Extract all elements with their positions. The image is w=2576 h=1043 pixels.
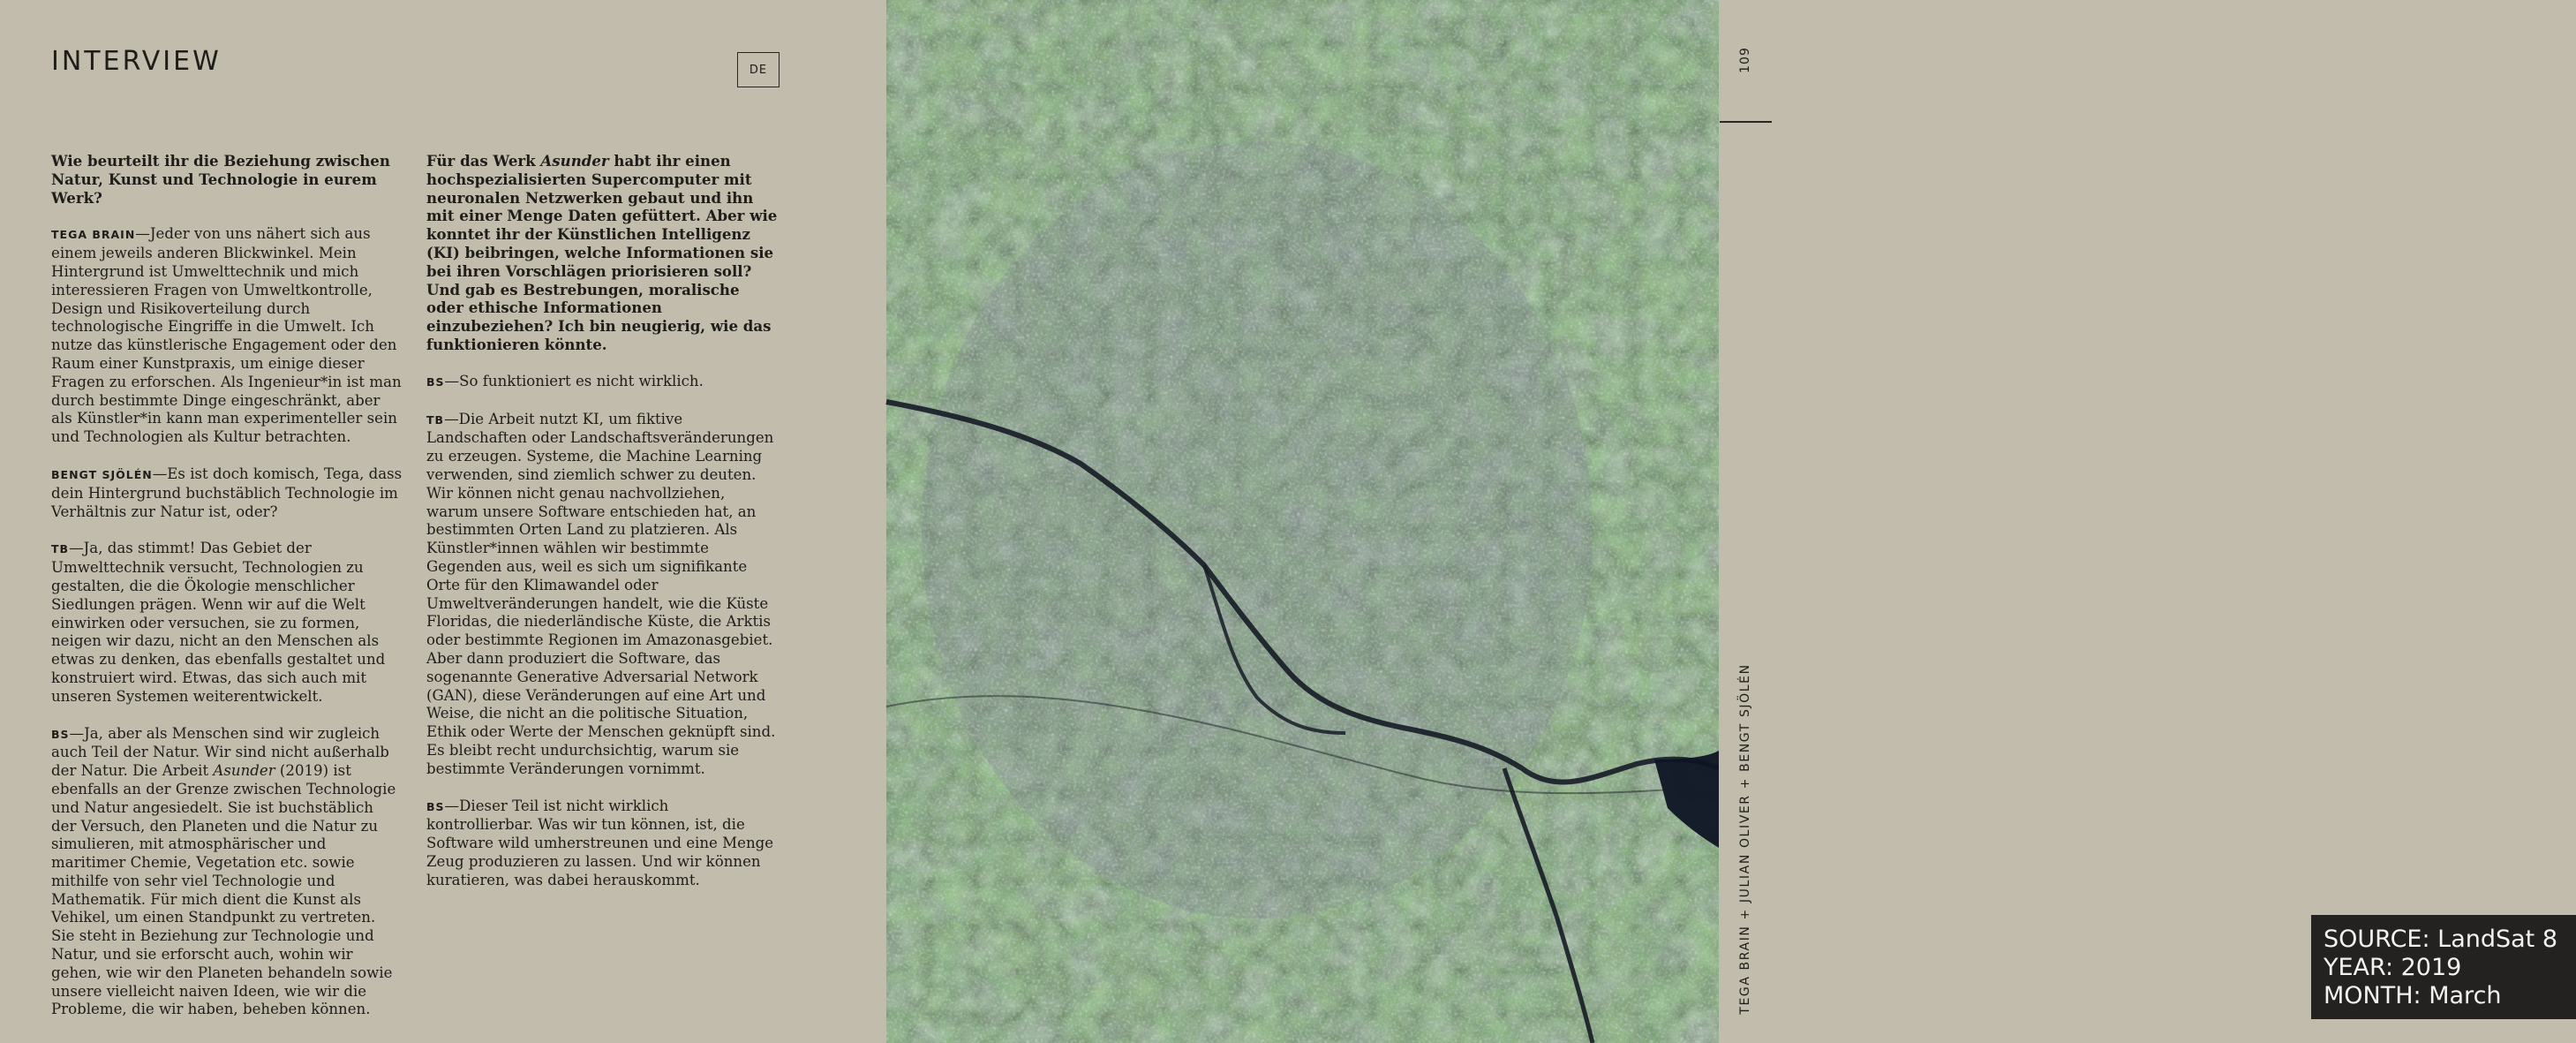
answer-tega-brain [51,225,403,447]
dash: — [444,372,460,389]
text-column-left [51,152,403,1038]
image-caption [2311,915,2576,1019]
dash: — [69,724,85,742]
header-title: INTERVIEW [51,46,222,77]
caption-month: MONTH: March [2324,982,2502,1009]
speaker-label: BS [426,799,445,813]
answer-text: Dieser Teil ist nicht wirklich kontrollierbar. Was wir tun können, ist, die Software wild umherstreunen und eine Menge Zeug produzieren zu lassen. Und wir können kuratieren, was dabei herauskommt. [426,797,774,888]
question-2 [426,152,780,354]
speaker-label: TEGA BRAIN [51,228,136,242]
divider-rule [1720,121,1772,123]
artwork-title: Asunder [540,152,609,170]
answer-text: Jeder von uns nähert sich aus einem jeweils anderen Blickwinkel. Mein Hintergrund ist Umwelttechnik und mich interessieren Fragen von Umweltkontrolle, Design und Risikoverteilung durch technologische Eingriffe in die Umwelt. Ich nutze das künstlerische Engagement oder den Raum einer Kunstpraxis, um einige dieser Fragen zu erforschen. Als Ingenieur*in ist man durch bestimmte Dinge eingeschränkt, aber als Künstler*in kann man experimenteller sein und Technologien als Kultur betrachten. [51,225,402,446]
running-authors: TEGA BRAIN + JULIAN OLIVER + BENGT SJÖLÉN [1738,663,1752,1015]
dash: — [444,797,460,814]
dash: — [135,225,150,243]
dash: — [444,410,459,427]
caption-source: SOURCE: LandSat 8 [2324,926,2558,953]
language-badge[interactable]: DE [737,52,780,87]
answer-text: (2019) ist ebenfalls an der Grenze zwischen Technologie und Natur angesiedelt. Sie ist buchstäblich der Versuch, den Planeten und die Natur zu simulieren, mit atmosphärischer und maritimer Chemie, Vegetation etc. sowie mithilfe von sehr viel Technologie und Mathematik. Für mich dient die Kunst als Vehikel, um einen Standpunkt zu vertreten. Sie steht in Beziehung zur Technologie und Natur, und sie erforscht auch, wohin wir gehen, wie wir den Planeten behandeln sowie unsere vielleicht naiven Ideen, wie wir die Probleme, die wir haben, beheben können. [51,762,396,1018]
answer-text: Ja, aber als Menschen sind wir zugleich auch Teil der Natur. Wir sind nicht außerhalb der Natur. Die Arbeit [51,724,389,780]
answer-text: So funktioniert es nicht wirklich. [459,372,704,389]
question-text: habt ihr einen hochspezialisierten Supercomputer mit neuronalen Netzwerken gebaut und ihn mit einer Menge Daten gefüttert. Aber wie konntet ihr der Künstlichen Intelligenz (KI) beibringen, welche Informationen sie bei ihren Vorschlägen priorisieren soll? Und gab es Bestrebungen, moralische oder ethische Informationen einzubeziehen? Ich bin neugierig, wie das funktionieren könnte. [426,152,778,353]
text-column-right [426,152,780,908]
answer-text: Die Arbeit nutzt KI, um fiktive Landschaften oder Landschaftsveränderungen zu erzeugen. Systeme, die Machine Learning verwenden, sind ziemlich schwer zu deuten. Wir können nicht genau nachvollziehen, warum unsere Software entschieden hat, an bestimmten Orten Land zu platzieren. Als Künstler*innen wählen wir bestimmte Gegenden aus, weil es sich um signifikante Orte für den Klimawandel oder Umweltveränderungen handelt, wie die Küste Floridas, die niederländische Küste, die Arktis oder bestimmte Regionen im Amazonasgebiet. Aber dann produziert die Software, das sogenannte Generative Adversarial Network (GAN), diese Veränderungen auf eine Art und Weise, die nicht an die politische Situation, Ethik oder Werte der Menschen geknüpft sind. Es bleibt recht undurchsichtig, warum sie bestimmte Veränderungen vornimmt. [426,410,776,777]
question-text: Für das Werk [426,152,541,170]
satellite-map-graphic [886,0,1719,1043]
page-number: 109 [1738,47,1752,73]
answer-bs-1 [51,725,403,1020]
answer-text: Es ist doch komisch, Tega, dass dein Hintergrund buchstäblich Technologie im Verhältnis zur Natur ist, oder? [51,465,403,520]
answer-tb-2 [426,411,780,779]
speaker-label: BENGT SJÖLÉN [51,467,153,481]
caption-year: YEAR: 2019 [2324,954,2462,981]
speaker-label: BS [426,374,445,389]
answer-bs-3 [426,797,780,890]
speaker-label: TB [51,542,70,556]
artwork-title: Asunder [213,762,275,780]
answer-tb-1 [51,540,403,706]
answer-text: Ja, das stimmt! Das Gebiet der Umwelttechnik versucht, Technologien zu gestalten, die die Ökologie menschlicher Siedlungen prägen. Wenn wir auf die Welt einwirken oder versuchen, sie zu formen, neigen wir dazu, nicht an den Menschen als etwas zu denken, das ebenfalls gestaltet und konstruiert wird. Etwas, das sich auch mit unseren Systemen weiterentwickelt. [51,540,386,705]
dash: — [69,540,84,557]
question-1: Wie beurteilt ihr die Beziehung zwischen Natur, Kunst und Technologie in eurem Werk? [51,152,390,207]
answer-bs-2 [426,373,780,392]
dash: — [152,465,168,482]
speaker-label: BS [51,727,70,741]
speaker-label: TB [426,412,445,427]
answer-bengt-sjolen [51,465,403,521]
